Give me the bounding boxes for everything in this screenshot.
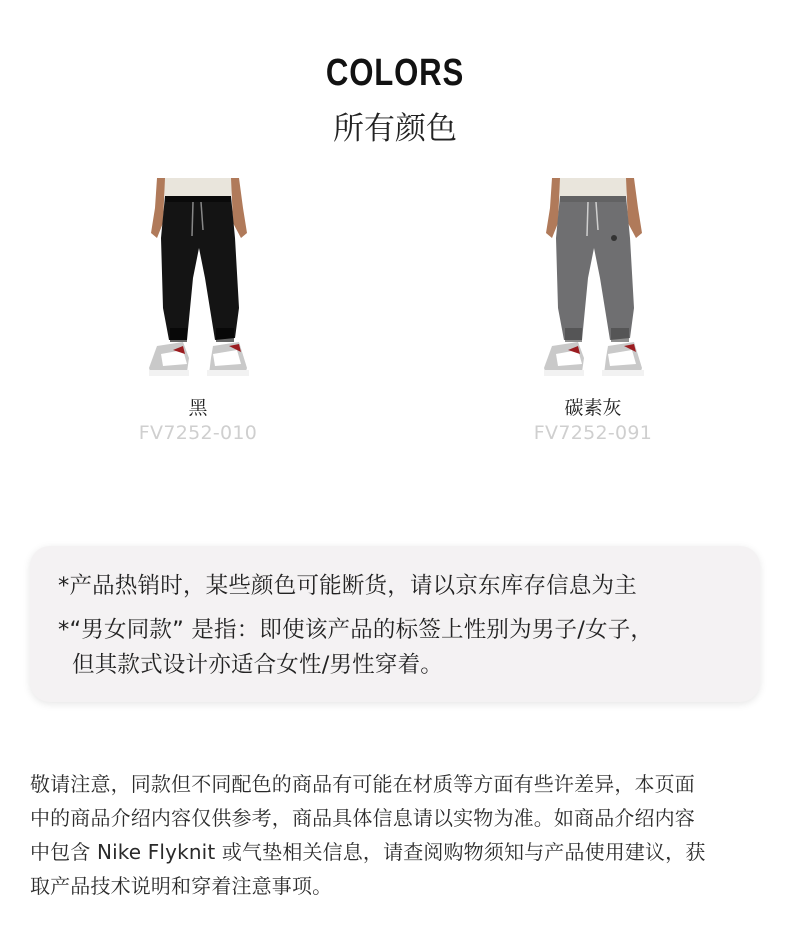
product-card-black[interactable] xyxy=(88,178,308,444)
disclaimer-line: 敬请注意，同款但不同配色的商品有可能在材质等方面有些许差异，本页面 xyxy=(30,772,695,796)
color-code: FV7252-091 xyxy=(533,422,653,444)
colors-title: COLORS xyxy=(325,52,465,94)
color-code: FV7252-010 xyxy=(138,422,258,444)
notice-box xyxy=(30,546,760,702)
all-colors-title: 所有颜色 xyxy=(333,111,457,147)
disclaimer-line: 中包含 Nike Flyknit 或气垫相关信息，请查阅购物须知与产品使用建议，获 xyxy=(30,840,706,864)
disclaimer-line: 中的商品介绍内容仅供参考，商品具体信息请以实物为准。如商品介绍内容 xyxy=(30,806,695,830)
notice-unisex-text-cont: 但其款式设计亦适合女性/男性穿着。 xyxy=(72,652,443,678)
product-card-grey[interactable] xyxy=(483,178,703,444)
color-name: 碳素灰 xyxy=(564,397,622,419)
notice-stock-text: *产品热销时，某些颜色可能断货，请以京东库存信息为主 xyxy=(58,573,637,599)
disclaimer-line: 取产品技术说明和穿着注意事项。 xyxy=(30,874,333,898)
notice-unisex-text: *“男女同款” 是指：即使该产品的标签上性别为男子/女子， xyxy=(58,617,654,643)
color-name: 黑 xyxy=(188,397,208,419)
product-image-grey-pants xyxy=(538,178,648,380)
product-image-black-pants xyxy=(143,178,253,380)
